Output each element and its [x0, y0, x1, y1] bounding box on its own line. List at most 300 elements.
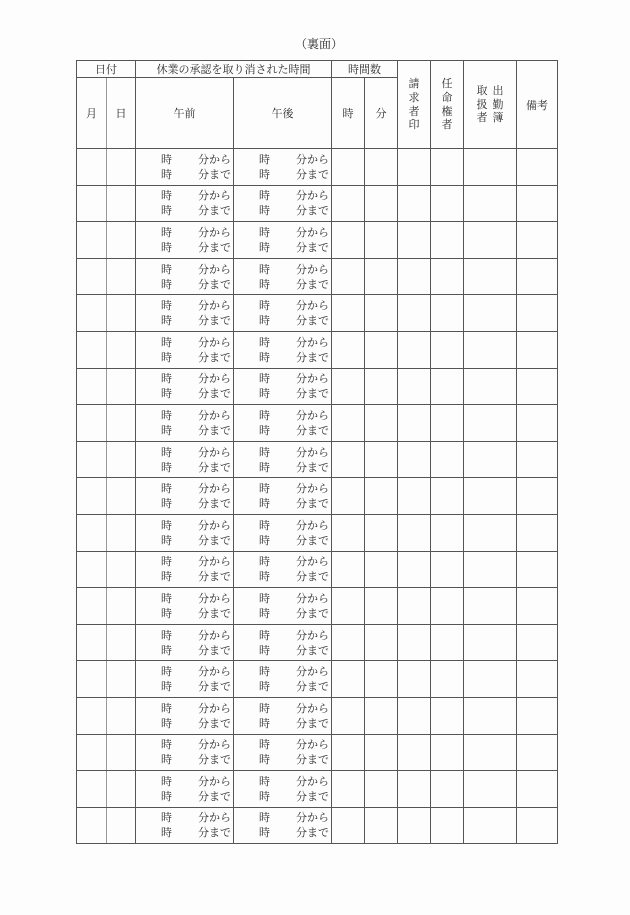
afternoon-from-line: [234, 481, 331, 496]
hour-unit-label: 時: [161, 277, 172, 291]
morning-time-cell[interactable]: [136, 295, 234, 332]
afternoon-from-line: [234, 591, 331, 606]
remarks-cell[interactable]: [517, 697, 558, 734]
minutes-cell[interactable]: [365, 405, 398, 442]
hour-unit-label: 時: [161, 482, 172, 496]
hour-unit-label: 時: [259, 152, 270, 166]
remarks-cell[interactable]: [517, 222, 558, 259]
morning-to-line: [136, 167, 233, 182]
hours-cell[interactable]: [332, 588, 365, 625]
hour-unit-label: 時: [259, 753, 270, 767]
afternoon-time-cell[interactable]: [234, 185, 332, 222]
attendance-handler-cell[interactable]: [464, 331, 517, 368]
appointing-authority-cell[interactable]: [431, 441, 464, 478]
hour-unit-label: 時: [161, 533, 172, 547]
morning-time-cell[interactable]: [136, 771, 234, 808]
remarks-cell[interactable]: [517, 331, 558, 368]
hour-unit-label: 時: [161, 643, 172, 657]
requester-seal-cell[interactable]: [398, 514, 431, 551]
appointing-authority-cell[interactable]: [431, 771, 464, 808]
hour-unit-label: 時: [259, 299, 270, 313]
afternoon-time-cell[interactable]: [234, 478, 332, 515]
hour-unit-label: 時: [259, 167, 270, 181]
month-cell[interactable]: [77, 405, 107, 442]
from-label: 分から: [198, 811, 231, 825]
morning-to-line: [136, 752, 233, 767]
from-label: 分から: [198, 701, 231, 715]
appointing-authority-cell[interactable]: [431, 149, 464, 186]
from-label: 分から: [296, 225, 329, 239]
attendance-handler-cell[interactable]: [464, 185, 517, 222]
from-label: 分から: [296, 482, 329, 496]
morning-time-cell[interactable]: [136, 624, 234, 661]
afternoon-from-line: [234, 774, 331, 789]
attendance-handler-cell[interactable]: [464, 588, 517, 625]
afternoon-time-cell[interactable]: [234, 514, 332, 551]
requester-seal-cell[interactable]: [398, 588, 431, 625]
appointing-authority-cell[interactable]: [431, 258, 464, 295]
from-label: 分から: [198, 262, 231, 276]
afternoon-from-line: [234, 408, 331, 423]
requester-seal-cell[interactable]: [398, 551, 431, 588]
from-label: 分から: [296, 811, 329, 825]
remarks-cell[interactable]: [517, 295, 558, 332]
day-cell[interactable]: [107, 771, 136, 808]
afternoon-from-line: [234, 225, 331, 240]
day-cell[interactable]: [107, 222, 136, 259]
header-remarks: 備考: [517, 61, 558, 149]
from-label: 分から: [296, 774, 329, 788]
hours-cell[interactable]: [332, 185, 365, 222]
day-cell[interactable]: [107, 514, 136, 551]
from-label: 分から: [296, 738, 329, 752]
month-cell[interactable]: [77, 331, 107, 368]
morning-time-cell[interactable]: [136, 514, 234, 551]
morning-from-line: [136, 335, 233, 350]
requester-seal-cell[interactable]: [398, 295, 431, 332]
appointing-authority-cell[interactable]: [431, 222, 464, 259]
to-label: 分まで: [198, 314, 231, 328]
to-label: 分まで: [296, 680, 329, 694]
month-cell[interactable]: [77, 807, 107, 844]
remarks-cell[interactable]: [517, 258, 558, 295]
requester-seal-cell[interactable]: [398, 185, 431, 222]
hour-unit-label: 時: [161, 387, 172, 401]
attendance-handler-cell[interactable]: [464, 514, 517, 551]
month-cell[interactable]: [77, 258, 107, 295]
minutes-cell[interactable]: [365, 551, 398, 588]
day-cell[interactable]: [107, 588, 136, 625]
minutes-cell[interactable]: [365, 478, 398, 515]
minutes-cell[interactable]: [365, 807, 398, 844]
remarks-cell[interactable]: [517, 405, 558, 442]
month-cell[interactable]: [77, 551, 107, 588]
remarks-cell[interactable]: [517, 478, 558, 515]
table-row: [77, 478, 558, 515]
morning-time-cell[interactable]: [136, 441, 234, 478]
attendance-handler-cell[interactable]: [464, 368, 517, 405]
requester-seal-cell[interactable]: [398, 149, 431, 186]
requester-seal-cell[interactable]: [398, 478, 431, 515]
afternoon-time-cell[interactable]: [234, 441, 332, 478]
attendance-handler-cell[interactable]: [464, 149, 517, 186]
to-label: 分まで: [198, 716, 231, 730]
requester-seal-cell[interactable]: [398, 734, 431, 771]
morning-time-cell[interactable]: [136, 734, 234, 771]
morning-time-cell[interactable]: [136, 185, 234, 222]
day-cell[interactable]: [107, 624, 136, 661]
from-label: 分から: [198, 518, 231, 532]
from-label: 分から: [198, 665, 231, 679]
hour-unit-label: 時: [259, 350, 270, 364]
day-cell[interactable]: [107, 331, 136, 368]
morning-to-line: [136, 606, 233, 621]
from-label: 分から: [296, 152, 329, 166]
morning-time-cell[interactable]: [136, 368, 234, 405]
hour-unit-label: 時: [161, 570, 172, 584]
requester-seal-cell[interactable]: [398, 331, 431, 368]
remarks-cell[interactable]: [517, 661, 558, 698]
to-label: 分まで: [296, 460, 329, 474]
hour-unit-label: 時: [161, 774, 172, 788]
month-cell[interactable]: [77, 295, 107, 332]
morning-from-line: [136, 481, 233, 496]
afternoon-time-cell[interactable]: [234, 222, 332, 259]
requester-seal-cell[interactable]: [398, 771, 431, 808]
appointing-authority-cell[interactable]: [431, 551, 464, 588]
hour-unit-label: 時: [259, 518, 270, 532]
morning-time-cell[interactable]: [136, 222, 234, 259]
month-cell[interactable]: [77, 441, 107, 478]
appointing-authority-cell[interactable]: [431, 185, 464, 222]
day-cell[interactable]: [107, 185, 136, 222]
afternoon-time-cell[interactable]: [234, 807, 332, 844]
attendance-handler-cell[interactable]: [464, 807, 517, 844]
day-cell[interactable]: [107, 368, 136, 405]
day-cell[interactable]: [107, 149, 136, 186]
attendance-handler-cell[interactable]: [464, 624, 517, 661]
from-label: 分から: [296, 372, 329, 386]
morning-time-cell[interactable]: [136, 258, 234, 295]
appointing-authority-cell[interactable]: [431, 331, 464, 368]
day-cell[interactable]: [107, 697, 136, 734]
morning-time-cell[interactable]: [136, 588, 234, 625]
day-cell[interactable]: [107, 661, 136, 698]
month-cell[interactable]: [77, 661, 107, 698]
from-label: 分から: [198, 445, 231, 459]
to-label: 分まで: [296, 277, 329, 291]
from-label: 分から: [198, 482, 231, 496]
requester-seal-cell[interactable]: [398, 661, 431, 698]
minutes-cell[interactable]: [365, 149, 398, 186]
remarks-cell[interactable]: [517, 551, 558, 588]
hours-cell[interactable]: [332, 441, 365, 478]
to-label: 分まで: [198, 680, 231, 694]
from-label: 分から: [296, 189, 329, 203]
table-row: [77, 295, 558, 332]
header-month: 月: [77, 78, 107, 149]
to-label: 分まで: [296, 423, 329, 437]
requester-seal-cell[interactable]: [398, 624, 431, 661]
afternoon-time-cell[interactable]: [234, 405, 332, 442]
hours-cell[interactable]: [332, 514, 365, 551]
hours-cell[interactable]: [332, 551, 365, 588]
hour-unit-label: 時: [161, 152, 172, 166]
hours-cell[interactable]: [332, 771, 365, 808]
header-afternoon: 午後: [234, 78, 332, 149]
requester-seal-cell[interactable]: [398, 807, 431, 844]
morning-time-cell[interactable]: [136, 478, 234, 515]
table-row: [77, 405, 558, 442]
hours-cell[interactable]: [332, 661, 365, 698]
day-cell[interactable]: [107, 734, 136, 771]
header-hours-group: 時間数: [332, 61, 398, 78]
requester-seal-cell[interactable]: [398, 258, 431, 295]
afternoon-to-line: [234, 460, 331, 475]
attendance-handler-cell[interactable]: [464, 771, 517, 808]
month-cell[interactable]: [77, 734, 107, 771]
appointing-authority-cell[interactable]: [431, 807, 464, 844]
day-cell[interactable]: [107, 551, 136, 588]
header-minutes: 分: [365, 78, 398, 149]
afternoon-time-cell[interactable]: [234, 771, 332, 808]
header-attendance-handler: [464, 61, 517, 149]
day-cell[interactable]: [107, 478, 136, 515]
to-label: 分まで: [198, 533, 231, 547]
hour-unit-label: 時: [259, 335, 270, 349]
requester-seal-cell[interactable]: [398, 405, 431, 442]
attendance-handler-cell[interactable]: [464, 551, 517, 588]
morning-time-cell[interactable]: [136, 697, 234, 734]
from-label: 分から: [198, 774, 231, 788]
to-label: 分まで: [198, 753, 231, 767]
to-label: 分まで: [296, 753, 329, 767]
morning-time-cell[interactable]: [136, 807, 234, 844]
remarks-cell[interactable]: [517, 624, 558, 661]
requester-seal-cell[interactable]: [398, 368, 431, 405]
from-label: 分から: [198, 189, 231, 203]
table-row: [77, 222, 558, 259]
remarks-cell[interactable]: [517, 588, 558, 625]
hours-cell[interactable]: [332, 149, 365, 186]
hour-unit-label: 時: [259, 387, 270, 401]
remarks-cell[interactable]: [517, 734, 558, 771]
day-cell[interactable]: [107, 258, 136, 295]
hour-unit-label: 時: [161, 665, 172, 679]
afternoon-time-cell[interactable]: [234, 368, 332, 405]
afternoon-time-cell[interactable]: [234, 734, 332, 771]
hours-cell[interactable]: [332, 405, 365, 442]
minutes-cell[interactable]: [365, 368, 398, 405]
to-label: 分まで: [296, 387, 329, 401]
morning-time-cell[interactable]: [136, 331, 234, 368]
afternoon-time-cell[interactable]: [234, 697, 332, 734]
month-cell[interactable]: [77, 185, 107, 222]
hours-cell[interactable]: [332, 807, 365, 844]
afternoon-time-cell[interactable]: [234, 551, 332, 588]
afternoon-time-cell[interactable]: [234, 661, 332, 698]
day-cell[interactable]: [107, 405, 136, 442]
month-cell[interactable]: [77, 588, 107, 625]
hour-unit-label: 時: [161, 335, 172, 349]
hours-cell[interactable]: [332, 478, 365, 515]
minutes-cell[interactable]: [365, 661, 398, 698]
attendance-handler-cell[interactable]: [464, 405, 517, 442]
hours-cell[interactable]: [332, 697, 365, 734]
appointing-authority-cell[interactable]: [431, 295, 464, 332]
hours-cell[interactable]: [332, 734, 365, 771]
minutes-cell[interactable]: [365, 441, 398, 478]
morning-to-line: [136, 643, 233, 658]
attendance-handler-cell[interactable]: [464, 661, 517, 698]
remarks-cell[interactable]: [517, 185, 558, 222]
afternoon-time-cell[interactable]: [234, 624, 332, 661]
appointing-authority-cell[interactable]: [431, 661, 464, 698]
minutes-cell[interactable]: [365, 258, 398, 295]
remarks-cell[interactable]: [517, 514, 558, 551]
afternoon-from-line: [234, 554, 331, 569]
from-label: 分から: [296, 518, 329, 532]
appointing-authority-cell[interactable]: [431, 368, 464, 405]
month-cell[interactable]: [77, 149, 107, 186]
hour-unit-label: 時: [161, 262, 172, 276]
hours-cell[interactable]: [332, 222, 365, 259]
appointing-authority-cell[interactable]: [431, 734, 464, 771]
attendance-handler-cell[interactable]: [464, 258, 517, 295]
remarks-cell[interactable]: [517, 149, 558, 186]
minutes-cell[interactable]: [365, 734, 398, 771]
morning-from-line: [136, 737, 233, 752]
afternoon-time-cell[interactable]: [234, 258, 332, 295]
afternoon-to-line: [234, 825, 331, 840]
table-body: [77, 149, 558, 844]
hour-unit-label: 時: [259, 591, 270, 605]
afternoon-from-line: [234, 518, 331, 533]
minutes-cell[interactable]: [365, 624, 398, 661]
attendance-handler-cell[interactable]: [464, 697, 517, 734]
minutes-cell[interactable]: [365, 331, 398, 368]
morning-to-line: [136, 496, 233, 511]
day-cell[interactable]: [107, 807, 136, 844]
header-requester-seal: [398, 61, 431, 149]
month-cell[interactable]: [77, 478, 107, 515]
table-row: [77, 258, 558, 295]
hour-unit-label: 時: [161, 445, 172, 459]
appointing-authority-cell[interactable]: [431, 624, 464, 661]
morning-time-cell[interactable]: [136, 405, 234, 442]
attendance-handler-cell[interactable]: [464, 295, 517, 332]
minutes-cell[interactable]: [365, 514, 398, 551]
hour-unit-label: 時: [259, 774, 270, 788]
morning-time-cell[interactable]: [136, 149, 234, 186]
hours-cell[interactable]: [332, 331, 365, 368]
appointing-authority-cell[interactable]: [431, 697, 464, 734]
from-label: 分から: [296, 591, 329, 605]
morning-from-line: [136, 445, 233, 460]
from-label: 分から: [198, 335, 231, 349]
to-label: 分まで: [296, 826, 329, 840]
month-cell[interactable]: [77, 624, 107, 661]
minutes-cell[interactable]: [365, 185, 398, 222]
hour-unit-label: 時: [259, 189, 270, 203]
hours-cell[interactable]: [332, 624, 365, 661]
hours-cell[interactable]: [332, 258, 365, 295]
afternoon-to-line: [234, 716, 331, 731]
morning-time-cell[interactable]: [136, 661, 234, 698]
hour-unit-label: 時: [161, 460, 172, 474]
hour-unit-label: 時: [161, 628, 172, 642]
morning-to-line: [136, 386, 233, 401]
morning-from-line: [136, 810, 233, 825]
hour-unit-label: 時: [259, 240, 270, 254]
appointing-authority-cell[interactable]: [431, 405, 464, 442]
hour-unit-label: 時: [161, 716, 172, 730]
day-cell[interactable]: [107, 441, 136, 478]
requester-seal-cell[interactable]: [398, 441, 431, 478]
hour-unit-label: 時: [259, 314, 270, 328]
requester-seal-cell[interactable]: [398, 697, 431, 734]
to-label: 分まで: [198, 460, 231, 474]
morning-time-cell[interactable]: [136, 551, 234, 588]
month-cell[interactable]: [77, 771, 107, 808]
month-cell[interactable]: [77, 222, 107, 259]
minutes-cell[interactable]: [365, 697, 398, 734]
appointing-authority-cell[interactable]: [431, 588, 464, 625]
afternoon-time-cell[interactable]: [234, 295, 332, 332]
appointing-authority-cell[interactable]: [431, 514, 464, 551]
month-cell[interactable]: [77, 368, 107, 405]
remarks-cell[interactable]: [517, 441, 558, 478]
month-cell[interactable]: [77, 697, 107, 734]
morning-from-line: [136, 152, 233, 167]
attendance-handler-cell[interactable]: [464, 441, 517, 478]
remarks-cell[interactable]: [517, 807, 558, 844]
hours-cell[interactable]: [332, 368, 365, 405]
afternoon-from-line: [234, 810, 331, 825]
remarks-cell[interactable]: [517, 771, 558, 808]
hour-unit-label: 時: [259, 533, 270, 547]
minutes-cell[interactable]: [365, 295, 398, 332]
attendance-handler-cell[interactable]: [464, 222, 517, 259]
table-row: [77, 551, 558, 588]
minutes-cell[interactable]: [365, 588, 398, 625]
attendance-handler-cell[interactable]: [464, 734, 517, 771]
hours-cell[interactable]: [332, 295, 365, 332]
requester-seal-cell[interactable]: [398, 222, 431, 259]
table-row: [77, 771, 558, 808]
afternoon-to-line: [234, 752, 331, 767]
afternoon-time-cell[interactable]: [234, 588, 332, 625]
morning-from-line: [136, 225, 233, 240]
month-cell[interactable]: [77, 514, 107, 551]
afternoon-time-cell[interactable]: [234, 149, 332, 186]
afternoon-to-line: [234, 679, 331, 694]
table-row: [77, 624, 558, 661]
minutes-cell[interactable]: [365, 771, 398, 808]
minutes-cell[interactable]: [365, 222, 398, 259]
header-attendance-handler-col2: 取扱者: [476, 83, 488, 125]
appointing-authority-cell[interactable]: [431, 478, 464, 515]
to-label: 分まで: [296, 606, 329, 620]
table-row: [77, 149, 558, 186]
hour-unit-label: 時: [161, 753, 172, 767]
afternoon-time-cell[interactable]: [234, 331, 332, 368]
hour-unit-label: 時: [161, 350, 172, 364]
day-cell[interactable]: [107, 295, 136, 332]
cancellation-record-table: [76, 60, 558, 844]
attendance-handler-cell[interactable]: [464, 478, 517, 515]
remarks-cell[interactable]: [517, 368, 558, 405]
